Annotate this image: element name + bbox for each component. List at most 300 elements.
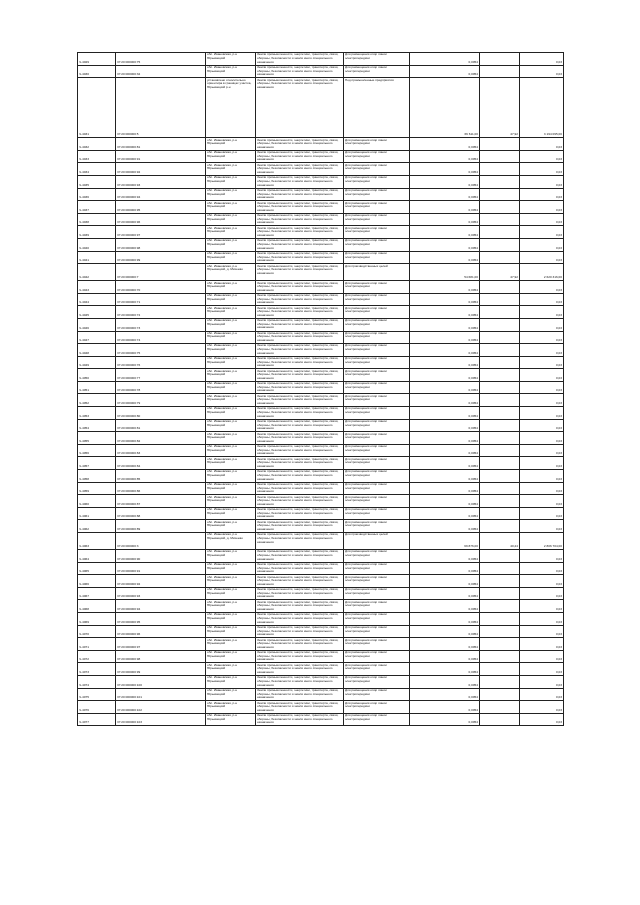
row-id: Ч-4074 — [78, 676, 116, 688]
rate-value — [480, 252, 520, 264]
area-value: 0,0054 — [410, 189, 480, 201]
area-value: 0,0054 — [410, 344, 480, 356]
cadastral-number: 37:20:000000:93 — [116, 176, 206, 188]
cost-value: 0,03 — [555, 220, 562, 225]
permitted-use: Для размещения опор линии электропередачи — [344, 457, 410, 469]
table-row — [78, 600, 563, 613]
area-value: 0,0054 — [410, 508, 480, 520]
rate-value — [480, 306, 520, 318]
cadastral-number: 37:20:000000:91 — [116, 151, 206, 163]
cadastral-number: 37:20:000000:76 — [116, 357, 206, 369]
table-row — [78, 470, 563, 483]
land-category: Земли промышленности, энергетики, транспорта, связи, обороны, безопасности и земли иного специального назначения — [256, 550, 344, 562]
address: обл. Ивановская, р-н Юрьевецкий — [206, 626, 256, 638]
land-category: Земли промышленности, энергетики, транспорта, связи, обороны, безопасности и земли иного специального назначения — [256, 588, 344, 600]
cost-value: 0,03 — [555, 312, 562, 317]
rate-value — [480, 66, 520, 78]
address: обл. Ивановская, р-н Юрьевецкий — [206, 319, 256, 331]
address: обл. Ивановская, р-н Юрьевецкий — [206, 344, 256, 356]
cost-value: 0,03 — [555, 682, 562, 687]
permitted-use: Для размещения опор линии электропередачи — [344, 239, 410, 251]
cost-value: 0,03 — [555, 632, 562, 637]
cost-value: 0,03 — [555, 569, 562, 574]
permitted-use: Для размещения опор линии электропередачи — [344, 319, 410, 331]
land-category: Земли промышленности, энергетики, транспорта, связи, обороны, безопасности и земли иного специального назначения — [256, 151, 344, 163]
row-id: Ч-4065 — [78, 563, 116, 575]
land-category: Земли промышленности, энергетики, транспорта, связи, обороны, безопасности и земли иного специального назначения — [256, 239, 344, 251]
address: обл. Ивановская, р-н Юрьевецкий — [206, 151, 256, 163]
cost-value: 0,03 — [555, 325, 562, 330]
cost-value: 2 620 316,00 — [543, 275, 562, 280]
cost-value: 0,03 — [555, 606, 562, 611]
cadastral-number: 37:20:000000:86 — [116, 483, 206, 495]
address: обл. Ивановская, р-н Юрьевецкий — [206, 432, 256, 444]
cadastral-number: 37:20:000000:81 — [116, 420, 206, 432]
cost-value: 0,03 — [555, 413, 562, 418]
rate-value — [480, 357, 520, 369]
address: обл. Ивановская, р-н Юрьевецкий — [206, 357, 256, 369]
land-category: Земли промышленности, энергетики, транспорта, связи, обороны, безопасности и земли иного специального назначения — [256, 163, 344, 175]
area-value: 0,0054 — [410, 357, 480, 369]
row-id: Ч-4064 — [78, 550, 116, 562]
land-category: Земли промышленности, энергетики, транспорта, связи, обороны, безопасности и земли иного специального назначения — [256, 638, 344, 650]
cadastral-number: 37:20:000000:94 — [116, 189, 206, 201]
address: обл. Ивановская, р-н Юрьевецкий — [206, 701, 256, 713]
land-category: Земли промышленности, энергетики, транспорта, связи, обороны, безопасности и земли иного специального назначения — [256, 457, 344, 469]
permitted-use: Для размещения опор линии электропередачи — [344, 281, 410, 293]
cadastral-number: 37:20:000000:91 — [116, 563, 206, 575]
row-id: Ч-4072 — [78, 651, 116, 663]
address: обл. Ивановская, р-н Юрьевецкий — [206, 420, 256, 432]
table-row — [78, 563, 563, 576]
address: обл. Ивановская, р-н Юрьевецкий — [206, 508, 256, 520]
row-id: Ч-4058 — [78, 470, 116, 482]
cost-value: 0,03 — [555, 157, 562, 162]
address: обл. Ивановская, р-н Юрьевецкий — [206, 600, 256, 612]
permitted-use: Для размещения опор линии электропередачи — [344, 407, 410, 419]
permitted-use: Для размещения опор линии электропередачи — [344, 294, 410, 306]
table-row — [78, 176, 563, 189]
permitted-use: Для размещения опор линии электропередачи — [344, 470, 410, 482]
land-category: Земли промышленности, энергетики, транспорта, связи, обороны, безопасности и земли иного специального назначения — [256, 470, 344, 482]
row-id: Ч-4070 — [78, 626, 116, 638]
address: обл. Ивановская, р-н Юрьевецкий, д. Михеево — [206, 264, 256, 280]
row-id: Ч-4056 — [78, 445, 116, 457]
land-category: Земли промышленности, энергетики, транспорта, связи, обороны, безопасности и земли иного специального назначения — [256, 281, 344, 293]
area-value: 0,0054 — [410, 252, 480, 264]
cost-value: 0,03 — [555, 232, 562, 237]
row-id: Ч-4052 — [78, 394, 116, 406]
land-category: Земли промышленности, энергетики, транспорта, связи, обороны, безопасности и земли иного специального назначения — [256, 407, 344, 419]
permitted-use: Для размещения опор линии электропередачи — [344, 66, 410, 78]
table-row — [78, 613, 563, 626]
rate-value — [480, 226, 520, 238]
cadastral-number: 37:20:000000:81 — [116, 138, 206, 150]
address: обл. Ивановская, р-н Юрьевецкий — [206, 281, 256, 293]
land-category: Земли промышленности, энергетики, транспорта, связи, обороны, безопасности и земли иного специального назначения — [256, 264, 344, 280]
table-row — [78, 226, 563, 239]
area-value: 0,0054 — [410, 520, 480, 532]
cost-value: 0,03 — [555, 375, 562, 380]
land-category: Земли промышленности, энергетики, транспорта, связи, обороны, безопасности и земли иного специального назначения — [256, 445, 344, 457]
rate-value — [480, 332, 520, 344]
address: обл. Ивановская, р-н Юрьевецкий — [206, 306, 256, 318]
cost-value: 0,03 — [555, 338, 562, 343]
address: обл. Ивановская, р-н Юрьевецкий — [206, 369, 256, 381]
row-id: Ч-4055 — [78, 432, 116, 444]
row-id: Ч-4069 — [78, 613, 116, 625]
permitted-use: Для размещения опор линии электропередачи — [344, 369, 410, 381]
row-id: Ч-4040 — [78, 239, 116, 251]
table-row — [78, 520, 563, 533]
cadastral-number: 37:20:000000:92 — [116, 163, 206, 175]
rate-value — [480, 369, 520, 381]
row-id: Ч-4039 — [78, 226, 116, 238]
table-row — [78, 714, 563, 727]
area-value: 0,0054 — [410, 701, 480, 713]
cost-value: 0,03 — [555, 657, 562, 662]
permitted-use: Для размещения опор линии электропередачи — [344, 332, 410, 344]
table-row — [78, 214, 563, 227]
area-value: 0,0054 — [410, 588, 480, 600]
table-row — [78, 138, 563, 151]
rate-value — [480, 201, 520, 213]
table-row — [78, 294, 563, 307]
table-row — [78, 53, 563, 66]
rate-value — [480, 714, 520, 726]
address: обл. Ивановская, р-н Юрьевецкий — [206, 550, 256, 562]
cost-value: 0,03 — [555, 388, 562, 393]
row-id: Ч-4059 — [78, 483, 116, 495]
row-id: Ч-4038 — [78, 214, 116, 226]
cost-value: 0,03 — [555, 619, 562, 624]
table-row — [78, 508, 563, 521]
rate-value — [480, 319, 520, 331]
permitted-use: Для размещения опор линии электропередачи — [344, 151, 410, 163]
cost-value: 0,03 — [555, 426, 562, 431]
permitted-use: Для размещения опор линии электропередачи — [344, 252, 410, 264]
row-id: Ч-4033 — [78, 151, 116, 163]
permitted-use: Для размещения опор линии электропередачи — [344, 701, 410, 713]
cadastral-number: 37:20:000000:103 — [116, 714, 206, 726]
table-row — [78, 550, 563, 563]
area-value: 0,0054 — [410, 689, 480, 701]
cadastral-number: 37:20:000000:102 — [116, 701, 206, 713]
land-category: Земли промышленности, энергетики, транспорта, связи, обороны, безопасности и земли иного специального назначения — [256, 344, 344, 356]
area-value: 0,0054 — [410, 495, 480, 507]
area-value: 0,0054 — [410, 163, 480, 175]
area-value: 0,0054 — [410, 575, 480, 587]
table-row — [78, 201, 563, 214]
land-category: Земли промышленности, энергетики, транспорта, связи, обороны, безопасности и земли иного специального назначения — [256, 214, 344, 226]
cadastral-number: 37:20:000000:79 — [116, 394, 206, 406]
cost-value: 0,03 — [555, 476, 562, 481]
cost-value: 0,03 — [555, 59, 562, 64]
permitted-use: Для размещения опор линии электропередачи — [344, 508, 410, 520]
cost-value: 0,03 — [555, 594, 562, 599]
cadastral-number: 37:20:000000:32 — [116, 66, 206, 78]
area-value: 0,0054 — [410, 151, 480, 163]
area-value: 54 681,00 — [410, 264, 480, 280]
rate-value — [480, 407, 520, 419]
cost-value: 0,03 — [555, 720, 562, 725]
rate-value — [480, 600, 520, 612]
cadastral-number: 37:20:000000:85 — [116, 470, 206, 482]
table-row — [78, 281, 563, 294]
cost-value: 0,03 — [555, 72, 562, 77]
row-id: Ч-4077 — [78, 714, 116, 726]
permitted-use: Для размещения опор линии электропередачи — [344, 495, 410, 507]
rate-value — [480, 382, 520, 394]
rate-value — [480, 676, 520, 688]
row-id: Ч-4047 — [78, 332, 116, 344]
rate-value — [480, 651, 520, 663]
area-value: 0,0054 — [410, 66, 480, 78]
permitted-use: Под промышленные предприятия — [344, 78, 410, 137]
address: обл. Ивановская, р-н Юрьевецкий — [206, 163, 256, 175]
permitted-use: Для размещения опор линии электропередачи — [344, 432, 410, 444]
cadastral-number: 37:20:000000:95 — [116, 613, 206, 625]
area-value: 0,0054 — [410, 369, 480, 381]
rate-value — [480, 483, 520, 495]
address: обл. Ивановская, р-н Юрьевецкий — [206, 613, 256, 625]
permitted-use: Для размещения опор линии электропередачи — [344, 575, 410, 587]
land-category: Земли промышленности, энергетики, транспорта, связи, обороны, безопасности и земли иного специального назначения — [256, 394, 344, 406]
address: обл. Ивановская, р-н Юрьевецкий — [206, 176, 256, 188]
cadastral-number: 37:20:000000:3 — [116, 533, 206, 549]
cadastral-number: 37:20:000000:97 — [116, 226, 206, 238]
row-id: Ч-4068 — [78, 600, 116, 612]
cadastral-number: 37:20:000000:94 — [116, 600, 206, 612]
rate-value — [480, 470, 520, 482]
address: обл. Ивановская, р-н Юрьевецкий — [206, 201, 256, 213]
permitted-use: Для производственных целей — [344, 533, 410, 549]
cost-value: 0,03 — [555, 169, 562, 174]
address: обл. Ивановская, р-н Юрьевецкий — [206, 394, 256, 406]
table-row — [78, 495, 563, 508]
rate-value: 47,92 — [480, 264, 520, 280]
table-row — [78, 676, 563, 689]
table-row — [78, 420, 563, 433]
rate-value — [480, 344, 520, 356]
address: обл. Ивановская, р-н Юрьевецкий — [206, 676, 256, 688]
address: обл. Ивановская, р-н Юрьевецкий — [206, 483, 256, 495]
permitted-use: Для размещения опор линии электропередачи — [344, 53, 410, 65]
rate-value — [480, 520, 520, 532]
permitted-use: Для размещения опор линии электропередачи — [344, 382, 410, 394]
rate-value — [480, 588, 520, 600]
permitted-use: Для размещения опор линии электропередачи — [344, 663, 410, 675]
rate-value — [480, 294, 520, 306]
cadastral-number: 37:20:000000:95 — [116, 201, 206, 213]
address: обл. Ивановская, р-н Юрьевецкий — [206, 689, 256, 701]
row-id: Ч-4045 — [78, 306, 116, 318]
area-value: 0,0054 — [410, 294, 480, 306]
address: обл. Ивановская, р-н Юрьевецкий — [206, 663, 256, 675]
table-row — [78, 432, 563, 445]
cost-value: 0,03 — [555, 207, 562, 212]
cost-value: 0,03 — [555, 287, 562, 292]
cadastral-number: 37:20:000000:87 — [116, 495, 206, 507]
permitted-use: Для размещения опор линии электропередачи — [344, 189, 410, 201]
table-row — [78, 151, 563, 164]
land-category: Земли промышленности, энергетики, транспорта, связи, обороны, безопасности и земли иного специального назначения — [256, 332, 344, 344]
cadastral-number: 37:20:000000:70 — [116, 281, 206, 293]
cadastral-table — [77, 52, 564, 726]
cost-value: 0,03 — [555, 144, 562, 149]
rate-value — [480, 214, 520, 226]
address: обл. Ивановская, р-н Юрьевецкий — [206, 332, 256, 344]
rate-value — [480, 420, 520, 432]
land-category: Земли промышленности, энергетики, транспорта, связи, обороны, безопасности и земли иного специального назначения — [256, 176, 344, 188]
permitted-use: Для размещения опор линии электропередачи — [344, 344, 410, 356]
cost-value: 0,03 — [555, 514, 562, 519]
cost-value: 0,03 — [555, 438, 562, 443]
cadastral-number: 37:20:000000:96 — [116, 214, 206, 226]
permitted-use: Для размещения опор линии электропередачи — [344, 676, 410, 688]
table-row — [78, 189, 563, 202]
cost-value: 0,03 — [555, 644, 562, 649]
land-category: Земли промышленности, энергетики, транспорта, связи, обороны, безопасности и земли иного специального назначения — [256, 319, 344, 331]
cost-value: 0,03 — [555, 350, 562, 355]
permitted-use: Для размещения опор линии электропередачи — [344, 714, 410, 726]
land-category: Земли промышленности, энергетики, транспорта, связи, обороны, безопасности и земли иного специального назначения — [256, 613, 344, 625]
land-category: Земли промышленности, энергетики, транспорта, связи, обороны, безопасности и земли иного специального назначения — [256, 189, 344, 201]
cadastral-number: 37:20:000000:74 — [116, 332, 206, 344]
row-id: Ч-4051 — [78, 382, 116, 394]
cadastral-number: 37:20:000000:99 — [116, 663, 206, 675]
rate-value — [480, 163, 520, 175]
row-id: Ч-4034 — [78, 163, 116, 175]
row-id: Ч-4046 — [78, 319, 116, 331]
table-row — [78, 252, 563, 265]
land-category: Земли промышленности, энергетики, транспорта, связи, обороны, безопасности и земли иного специального назначения — [256, 483, 344, 495]
permitted-use: Для размещения опор линии электропередачи — [344, 176, 410, 188]
address: обл. Ивановская, р-н Юрьевецкий — [206, 294, 256, 306]
address: обл. Ивановская, р-н Юрьевецкий — [206, 239, 256, 251]
land-category: Земли промышленности, энергетики, транспорта, связи, обороны, безопасности и земли иного специального назначения — [256, 252, 344, 264]
row-id: Ч-4043 — [78, 281, 116, 293]
land-category: Земли промышленности, энергетики, транспорта, связи, обороны, безопасности и земли иного специального назначения — [256, 226, 344, 238]
permitted-use: Для размещения опор линии электропередачи — [344, 214, 410, 226]
rate-value — [480, 445, 520, 457]
rate-value — [480, 563, 520, 575]
cadastral-number: 37:20:000000:98 — [116, 651, 206, 663]
rate-value — [480, 239, 520, 251]
table-row — [78, 369, 563, 382]
area-value: 0,0054 — [410, 676, 480, 688]
land-category: Земли промышленности, энергетики, транспорта, связи, обороны, безопасности и земли иного специального назначения — [256, 78, 344, 137]
permitted-use: Для размещения опор линии электропередачи — [344, 600, 410, 612]
table-row — [78, 651, 563, 664]
cadastral-number: 37:20:000000:101 — [116, 689, 206, 701]
land-category: Земли промышленности, энергетики, транспорта, связи, обороны, безопасности и земли иного специального назначения — [256, 676, 344, 688]
permitted-use: Для размещения опор линии электропередачи — [344, 306, 410, 318]
row-id: Ч-4076 — [78, 701, 116, 713]
rate-value — [480, 151, 520, 163]
area-value: 0,0054 — [410, 201, 480, 213]
table-row — [78, 319, 563, 332]
cadastral-number: 37:20:000000:100 — [116, 676, 206, 688]
area-value: 66 611,00 — [410, 78, 480, 137]
permitted-use: Для размещения опор линии электропередачи — [344, 651, 410, 663]
rate-value — [480, 457, 520, 469]
rate-value — [480, 176, 520, 188]
rate-value — [480, 638, 520, 650]
address: обл. Ивановская, р-н Юрьевецкий — [206, 714, 256, 726]
cadastral-number: 37:20:000000:82 — [116, 432, 206, 444]
cadastral-number: 37:20:000000:71 — [116, 294, 206, 306]
land-category: Земли промышленности, энергетики, транспорта, связи, обороны, безопасности и земли иного специального назначения — [256, 369, 344, 381]
address: обл. Ивановская, р-н Юрьевецкий — [206, 252, 256, 264]
rate-value — [480, 701, 520, 713]
cost-value: 0,03 — [555, 258, 562, 263]
rate-value — [480, 575, 520, 587]
table-row — [78, 163, 563, 176]
address: обл. Ивановская, р-н Юрьевецкий — [206, 575, 256, 587]
table-row — [78, 66, 563, 79]
row-id: Ч-4049 — [78, 357, 116, 369]
cadastral-number: 37:20:000000:89 — [116, 520, 206, 532]
rate-value — [480, 663, 520, 675]
area-value: 0,0054 — [410, 394, 480, 406]
area-value: 69 876,00 — [410, 533, 480, 549]
address: обл. Ивановская, р-н Юрьевецкий — [206, 66, 256, 78]
area-value: 0,0054 — [410, 319, 480, 331]
land-category: Земли промышленности, энергетики, транспорта, связи, обороны, безопасности и земли иного специального назначения — [256, 294, 344, 306]
permitted-use: Для размещения опор линии электропередачи — [344, 689, 410, 701]
cost-value: 0,03 — [555, 401, 562, 406]
row-id: Ч-4054 — [78, 420, 116, 432]
area-value: 0,0054 — [410, 420, 480, 432]
permitted-use: Для размещения опор линии электропередачи — [344, 563, 410, 575]
area-value: 0,0054 — [410, 714, 480, 726]
address: обл. Ивановская, р-н Юрьевецкий — [206, 53, 256, 65]
address: обл. Ивановская, р-н Юрьевецкий — [206, 407, 256, 419]
area-value: 0,0054 — [410, 53, 480, 65]
row-id: Ч-4060 — [78, 495, 116, 507]
row-id: Ч-4041 — [78, 252, 116, 264]
area-value: 0,0054 — [410, 407, 480, 419]
rate-value — [480, 189, 520, 201]
land-category: Земли промышленности, энергетики, транспорта, связи, обороны, безопасности и земли иного специального назначения — [256, 201, 344, 213]
cadastral-number: 37:20:000000:7 — [116, 264, 206, 280]
row-id: Ч-4071 — [78, 638, 116, 650]
permitted-use: Для размещения опор линии электропередачи — [344, 626, 410, 638]
permitted-use: Для размещения опор линии электропередачи — [344, 163, 410, 175]
rate-value — [480, 689, 520, 701]
permitted-use: Для размещения опор линии электропередачи — [344, 483, 410, 495]
cost-value: 0,03 — [555, 707, 562, 712]
area-value: 0,0054 — [410, 563, 480, 575]
area-value: 0,0054 — [410, 281, 480, 293]
permitted-use: Для размещения опор линии электропередачи — [344, 138, 410, 150]
address: обл. Ивановская, р-н Юрьевецкий — [206, 495, 256, 507]
land-category: Земли промышленности, энергетики, транспорта, связи, обороны, безопасности и земли иного специального назначения — [256, 663, 344, 675]
land-category: Земли промышленности, энергетики, транспорта, связи, обороны, безопасности и земли иного специального назначения — [256, 563, 344, 575]
land-category: Земли промышленности, энергетики, транспорта, связи, обороны, безопасности и земли иного специального назначения — [256, 420, 344, 432]
cost-value: 0,03 — [555, 451, 562, 456]
permitted-use: Для размещения опор линии электропередачи — [344, 357, 410, 369]
land-category: Земли промышленности, энергетики, транспорта, связи, обороны, безопасности и земли иного специального назначения — [256, 600, 344, 612]
area-value: 0,0054 — [410, 613, 480, 625]
cadastral-number: 37:20:000000:96 — [116, 626, 206, 638]
address: обл. Ивановская, р-н Юрьевецкий — [206, 214, 256, 226]
table-row — [78, 575, 563, 588]
row-id: Ч-4029 — [78, 53, 116, 65]
land-category: Земли промышленности, энергетики, транспорта, связи, обороны, безопасности и земли иного специального назначения — [256, 357, 344, 369]
rate-value — [480, 432, 520, 444]
